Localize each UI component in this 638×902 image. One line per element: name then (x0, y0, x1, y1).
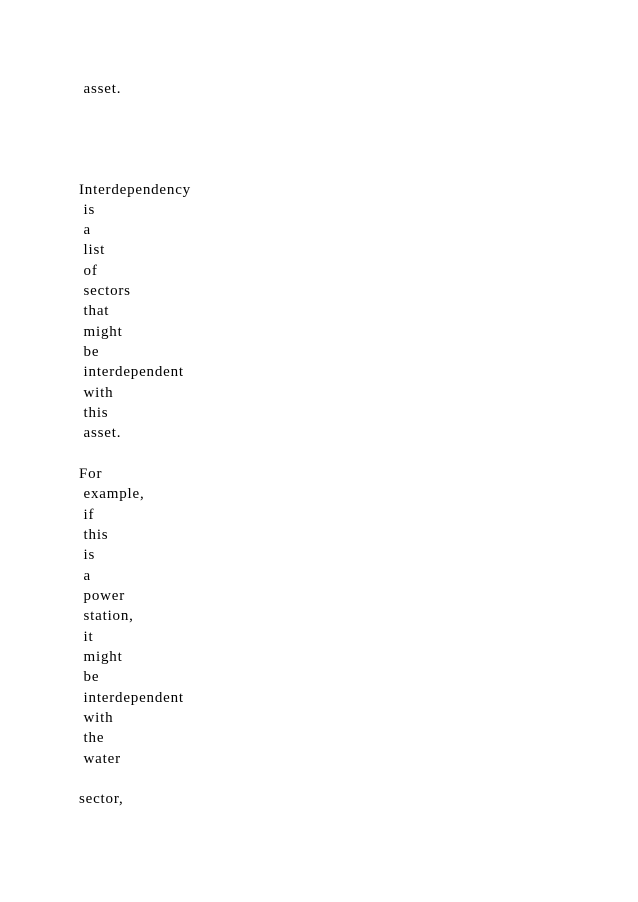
text-line: list (79, 242, 106, 258)
text-line: sector, (79, 791, 124, 807)
text-line: interdependent (79, 364, 184, 380)
text-line: with (79, 710, 114, 726)
text-line: sectors (79, 283, 131, 299)
text-line: might (79, 324, 123, 340)
text-line: asset. (79, 425, 122, 441)
text-line: a (79, 222, 92, 238)
text-line: a (79, 568, 92, 584)
text-line: might (79, 649, 123, 665)
text-line: is (79, 202, 96, 218)
text-line: Interdependency (79, 182, 191, 198)
text-line: For (79, 466, 103, 482)
text-line: with (79, 385, 114, 401)
text-line: the (79, 730, 105, 746)
text-line: of (79, 263, 98, 279)
text-line: it (79, 629, 94, 645)
text-line: if (79, 507, 95, 523)
text-line: station, (79, 608, 134, 624)
text-line: asset. (79, 81, 122, 97)
text-line: be (79, 669, 100, 685)
text-line: this (79, 527, 109, 543)
text-line: water (79, 751, 121, 767)
text-line: this (79, 405, 109, 421)
text-line: power (79, 588, 126, 604)
text-line: interdependent (79, 690, 184, 706)
text-line: be (79, 344, 100, 360)
text-line: that (79, 303, 110, 319)
text-line: is (79, 547, 96, 563)
text-line: example, (79, 486, 145, 502)
